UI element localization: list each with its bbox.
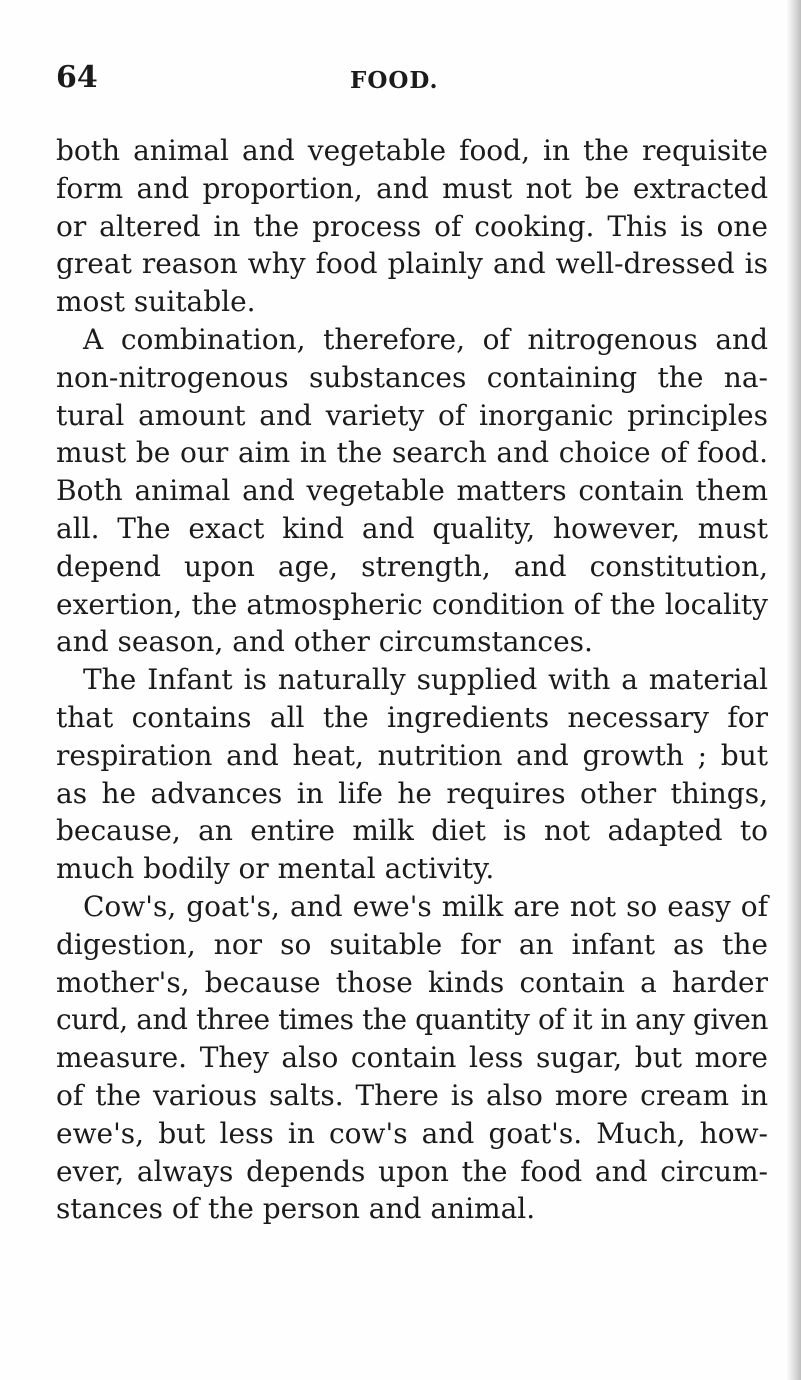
- text-line: measure. They also contain less sugar, but more: [56, 1041, 768, 1075]
- text-line: and season, and other circumstances.: [56, 625, 593, 659]
- text-line: Both animal and vegetable matters contain them: [56, 474, 768, 508]
- text-line: or altered in the process of cooking. This is one: [56, 209, 768, 243]
- text-line: that contains all the ingredients necessary for: [56, 700, 768, 734]
- text-line: much bodily or mental activity.: [56, 852, 495, 886]
- text-line: non-nitrogenous substances containing the na-: [56, 360, 768, 394]
- text-line: as he advances in life he requires other things,: [56, 776, 768, 810]
- page-number: 64: [56, 60, 98, 95]
- text-line: curd, and three times the quantity of it in any given: [56, 1003, 768, 1037]
- text-line: digestion, nor so suitable for an infant as the: [56, 927, 768, 961]
- text-line: ewe's, but less in cow's and goat's. Much, how-: [56, 1116, 768, 1150]
- text-line: The Infant is naturally supplied with a material: [83, 663, 768, 697]
- text-line: depend upon age, strength, and constitution,: [56, 549, 768, 583]
- body-text: [56, 132, 768, 1228]
- text-line: ever, always depends upon the food and circum-: [56, 1154, 768, 1188]
- text-line: great reason why food plainly and well-dressed is: [56, 247, 768, 281]
- text-line: both animal and vegetable food, in the requisite: [56, 134, 768, 167]
- text-line: most suitable.: [56, 285, 256, 319]
- text-line: tural amount and variety of inorganic principles: [56, 398, 768, 432]
- page-header: [56, 58, 676, 106]
- text-line: all. The exact kind and quality, however, must: [56, 511, 768, 545]
- text-line: must be our aim in the search and choice of food.: [56, 436, 768, 470]
- text-line: exertion, the atmospheric condition of the locality: [56, 587, 768, 621]
- text-line: because, an entire milk diet is not adapted to: [56, 814, 768, 848]
- running-head: FOOD.: [350, 67, 439, 94]
- text-line: stances of the person and animal.: [56, 1192, 536, 1226]
- text-line: form and proportion, and must not be extracted: [56, 171, 768, 205]
- text-line: mother's, because those kinds contain a harder: [56, 965, 768, 999]
- text-line: Cow's, goat's, and ewe's milk are not so easy of: [83, 889, 768, 923]
- text-line: of the various salts. There is also more cream in: [56, 1078, 768, 1112]
- page-edge-shadow: [787, 0, 801, 1380]
- text-line: A combination, therefore, of nitrogenous and: [83, 322, 768, 356]
- text-line: respiration and heat, nutrition and growth ; but: [56, 738, 768, 772]
